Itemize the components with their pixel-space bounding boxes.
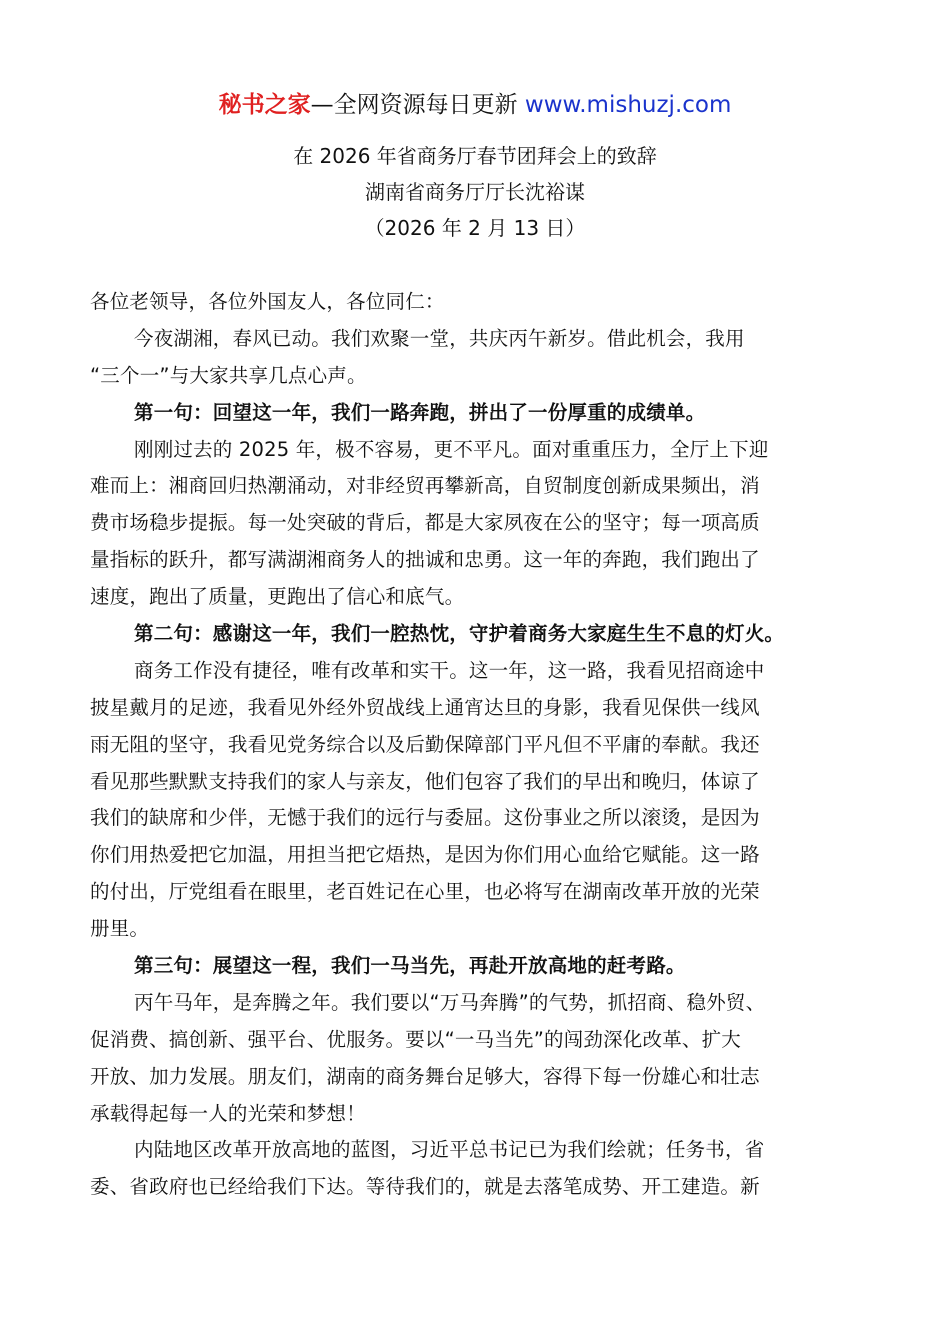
body-text-line: 难而上：湘商回归热潮涌动，对非经贸再攀新高，自贸制度创新成果频出，消: [90, 474, 760, 498]
body-text-line: 我们的缺席和少伴，无憾于我们的远行与委屈。这份事业之所以滚烫，是因为: [90, 806, 760, 830]
watermark-brand: 秘书之家: [218, 92, 311, 118]
watermark-header: [0, 88, 950, 122]
document-author: 湖南省商务厅厅长沈裕谋: [365, 180, 585, 204]
body-text-line: 承载得起每一人的光荣和梦想！: [90, 1101, 366, 1125]
section-heading-line: 第一句：回望这一年，我们一路奔跑，拼出了一份厚重的成绩单。: [134, 400, 706, 424]
watermark-tagline: —全网资源每日更新: [310, 92, 518, 118]
document-body: [90, 284, 870, 1206]
document-title: 在 2026 年省商务厅春节团拜会上的致辞: [293, 144, 657, 168]
body-text-line: 商务工作没有捷径，唯有改革和实干。这一年，这一路，我看见招商途中: [134, 658, 765, 682]
body-text-line: 你们用热爱把它加温，用担当把它焐热，是因为你们用心血给它赋能。这一路: [90, 843, 760, 867]
body-text-line: 册里。: [90, 917, 150, 941]
body-text-line: 看见那些默默支持我们的家人与亲友，他们包容了我们的早出和晚归，体谅了: [90, 769, 760, 793]
body-text-line: 速度，跑出了质量，更跑出了信心和底气。: [90, 585, 465, 609]
body-text-line: 刚刚过去的 2025 年，极不容易，更不平凡。面对重重压力，全厅上下迎: [134, 437, 769, 461]
body-text-line: 促消费、搞创新、强平台、优服务。要以“一马当先”的闯劲深化改革、扩大: [90, 1027, 742, 1051]
body-text-line: 委、省政府也已经给我们下达。等待我们的，就是去落笔成势、开工建造。新: [90, 1175, 760, 1199]
body-text-line: 量指标的跃升，都写满湖湘商务人的拙诚和忠勇。这一年的奔跑，我们跑出了: [90, 548, 760, 572]
body-text-line: 披星戴月的足迹，我看见外经外贸战线上通宵达旦的身影，我看见保供一线风: [90, 695, 760, 719]
watermark-url[interactable]: www.mishuzj.com: [524, 92, 732, 118]
body-text-line: 费市场稳步提振。每一处突破的背后，都是大家夙夜在公的坚守；每一项高质: [90, 511, 760, 535]
body-text-line: 内陆地区改革开放高地的蓝图，习近平总书记已为我们绘就；任务书，省: [134, 1138, 765, 1162]
body-text-line: 开放、加力发展。朋友们，湖南的商务舞台足够大，容得下每一份雄心和壮志: [90, 1064, 760, 1088]
section-heading-line: 第二句：感谢这一年，我们一腔热忱，守护着商务大家庭生生不息的灯火。: [134, 622, 785, 646]
body-text-line: 各位老领导，各位外国友人，各位同仁：: [90, 290, 445, 313]
body-text-line: “三个一”与大家共享几点心声。: [90, 363, 367, 387]
body-text-line: 的付出，厅党组看在眼里，老百姓记在心里，也必将写在湖南改革开放的光荣: [90, 880, 760, 904]
document-heading: [0, 138, 950, 246]
body-text-line: 丙午马年，是奔腾之年。我们要以“万马奔腾”的气势，抓招商、稳外贸、: [134, 990, 766, 1014]
section-heading-line: 第三句：展望这一程，我们一马当先，再赴开放高地的赶考路。: [134, 954, 686, 978]
document-date: （2026 年 2 月 13 日）: [364, 216, 586, 240]
body-text-line: 今夜湖湘，春风已动。我们欢聚一堂，共庆丙午新岁。借此机会，我用: [134, 326, 745, 350]
body-text-line: 雨无阻的坚守，我看见党务综合以及后勤保障部门平凡但不平庸的奉献。我还: [90, 732, 760, 756]
